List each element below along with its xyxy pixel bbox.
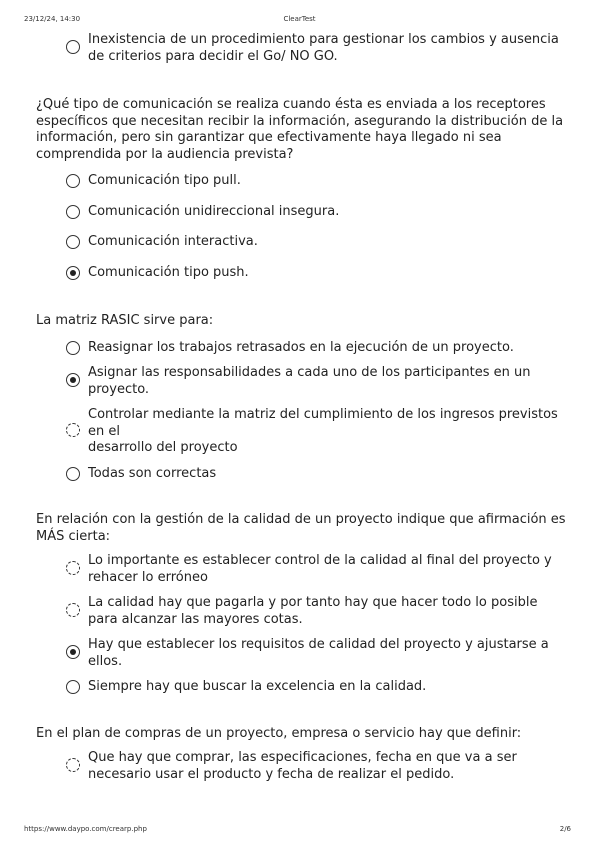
- answer-option[interactable]: [36, 173, 566, 190]
- option-text-line: Todas son correctas: [88, 465, 217, 481]
- radio-checked-icon[interactable]: [66, 266, 80, 280]
- question-text-line: En el plan de compras de un proyecto, empresa o servicio hay que definir:: [36, 725, 522, 741]
- answer-option[interactable]: [36, 553, 566, 586]
- answer-options: [36, 173, 566, 281]
- question-text: [36, 313, 566, 330]
- option-text-line: proyecto.: [88, 381, 150, 397]
- answer-option[interactable]: [36, 32, 566, 65]
- header-title: ClearTest: [283, 15, 316, 23]
- option-text-line: ellos.: [88, 653, 123, 669]
- answer-option[interactable]: [36, 340, 566, 357]
- answer-option[interactable]: [36, 595, 566, 628]
- radio-unchecked-icon[interactable]: [66, 341, 80, 355]
- radio-unchecked-icon[interactable]: [66, 561, 80, 575]
- question-text-line: específicos que necesitan recibir la información, asegurando la distribución de la: [36, 113, 564, 129]
- option-text-line: de criterios para decidir el Go/ NO GO.: [88, 48, 338, 64]
- radio-unchecked-icon[interactable]: [66, 235, 80, 249]
- radio-unchecked-icon[interactable]: [66, 758, 80, 772]
- answer-options: [36, 750, 566, 783]
- radio-unchecked-icon[interactable]: [66, 40, 80, 54]
- option-text-line: Asignar las responsabilidades a cada uno de los participantes en un: [88, 365, 531, 380]
- option-text-line: desarrollo del proyecto: [88, 440, 238, 455]
- option-text-line: Que hay que comprar, las especificaciones, fecha en que va a ser: [88, 750, 517, 765]
- answer-option[interactable]: [36, 637, 566, 670]
- radio-unchecked-icon[interactable]: [66, 423, 80, 437]
- radio-checked-icon[interactable]: [66, 373, 80, 387]
- option-text-line: La calidad hay que pagarla y por tanto hay que hacer todo lo posible: [88, 595, 538, 610]
- header-datetime: 23/12/24, 14:30: [24, 15, 81, 23]
- option-text-line: Comunicación tipo push.: [88, 264, 249, 280]
- answer-option[interactable]: [36, 234, 566, 251]
- radio-unchecked-icon[interactable]: [66, 205, 80, 219]
- option-text-line: Controlar mediante la matriz del cumplimiento de los ingresos previstos: [88, 407, 558, 422]
- radio-checked-icon[interactable]: [66, 645, 80, 659]
- answer-option[interactable]: [36, 204, 566, 221]
- answer-option[interactable]: [36, 265, 566, 282]
- answer-options: [36, 553, 566, 696]
- question-text-line: información, pero sin garantizar que efectivamente haya llegado ni sea: [36, 130, 502, 145]
- answer-option[interactable]: [36, 365, 566, 398]
- radio-unchecked-icon[interactable]: [66, 467, 80, 481]
- option-text-line: Hay que establecer los requisitos de calidad del proyecto y ajustarse a: [88, 637, 549, 652]
- option-text-line: Reasignar los trabajos retrasados en la ejecución de un proyecto.: [88, 339, 514, 355]
- answer-options: [36, 340, 566, 483]
- question-text-line: comprendida por la audiencia prevista?: [36, 146, 294, 162]
- answer-option[interactable]: [36, 407, 566, 457]
- option-text-line: Siempre hay que buscar la excelencia en la calidad.: [88, 679, 427, 694]
- question-text-line: En relación con la gestión de la calidad de un proyecto indique que afirmación es: [36, 512, 566, 527]
- question-text-line: ¿Qué tipo de comunicación se realiza cuando ésta es enviada a los receptores: [36, 97, 546, 112]
- radio-unchecked-icon[interactable]: [66, 174, 80, 188]
- answer-option[interactable]: [36, 466, 566, 483]
- option-text-line: necesario usar el producto y fecha de realizar el pedido.: [88, 766, 455, 782]
- footer-url[interactable]: https://www.daypo.com/crearp.php: [24, 825, 147, 833]
- quiz-content: [36, 32, 566, 783]
- question-text: [36, 726, 566, 743]
- radio-unchecked-icon[interactable]: [66, 680, 80, 694]
- option-text-line: rehacer lo erróneo: [88, 569, 208, 585]
- option-text-line: en el: [88, 423, 120, 439]
- radio-unchecked-icon[interactable]: [66, 603, 80, 617]
- question-text: [36, 97, 566, 163]
- option-text-line: Comunicación tipo pull.: [88, 173, 241, 188]
- option-text-line: Lo importante es establecer control de la calidad al final del proyecto y: [88, 553, 552, 568]
- option-text-line: Inexistencia de un procedimiento para gestionar los cambios y ausencia: [88, 32, 559, 47]
- question-text: [36, 512, 566, 545]
- footer-page-number: 2/6: [559, 825, 571, 833]
- answer-option[interactable]: [36, 750, 566, 783]
- option-text-line: para alcanzar las mayores cotas.: [88, 611, 303, 627]
- answer-option[interactable]: [36, 679, 566, 696]
- option-text-line: Comunicación interactiva.: [88, 234, 258, 249]
- option-text-line: Comunicación unidireccional insegura.: [88, 203, 340, 219]
- question-text-line: MÁS cierta:: [36, 528, 111, 544]
- question-text-line: La matriz RASIC sirve para:: [36, 313, 214, 328]
